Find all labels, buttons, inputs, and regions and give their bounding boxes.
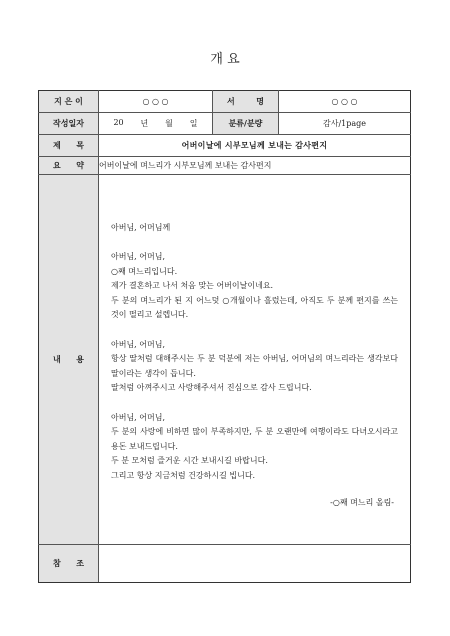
category-value: 감사/1page [279,113,411,135]
content-line: 두 분 모처럼 즐거운 시간 보내시길 바랍니다. [111,456,268,466]
date-value [99,113,213,135]
content-line: 제가 결혼하고 나서 처음 맞는 어버이날이네요. [111,281,274,291]
content-body [99,175,411,545]
date-label: 작성일자 [39,113,99,135]
subject-value: 어버이날에 시부모님께 보내는 감사편지 [99,135,411,157]
content-line: 그리고 항상 지금처럼 건강하시길 빕니다. [111,470,256,480]
content-line: 아버님, 어머님, [111,252,165,262]
category-label: 분류/분량 [213,113,279,135]
reference-value [99,545,411,583]
content-line: 아버님, 어머님, [111,339,165,349]
date-day-unit: 일 [189,119,198,128]
content-line: 항상 딸처럼 대해주시는 두 분 덕분에 저는 아버님, 어머님의 며느리라는 생각보다 딸이라는 생각이 듭니다. [111,354,401,378]
date-year-unit: 년 [140,119,149,128]
summary-label: 요 약 [39,157,99,175]
document-overview-table [38,90,411,583]
content-line [111,396,398,411]
name-label: 서 명 [213,91,279,113]
content-line: 아버님, 어머님, [111,412,165,422]
content-line: 아버님, 어머님께 [111,222,171,232]
summary-value: 어버이날에 며느리가 시부모님께 보내는 감사편지 [99,157,411,175]
page-title: 개 요 [210,52,240,67]
reference-label: 참 조 [39,545,99,583]
content-line: ○째 며느리입니다. [111,266,178,276]
date-month-unit: 월 [165,119,173,128]
author-value: ○ ○ ○ [99,91,213,113]
content-line: 두 분의 며느리가 된 지 어느덧 ○개월이나 흘렀는데, 아직도 두 분께 편지를 쓰는 것이 떨리고 설렙니다. [111,295,401,320]
content-line [111,235,398,250]
subject-label: 제 목 [39,135,99,157]
signature: -○째 며느리 올림- [330,497,394,507]
content-line [111,323,398,338]
content-label: 내 용 [39,175,99,545]
date-year: 20 [113,118,124,127]
author-label: 지 은 이 [39,91,99,113]
content-line: 두 분의 사랑에 비하면 많이 부족하지만, 두 분 오랜만에 여행이라도 다녀오시라고 용돈 보내드립니다. [111,427,401,451]
name-value: ○ ○ ○ [279,91,411,113]
content-line: 딸처럼 아껴주시고 사랑해주셔서 진심으로 감사 드립니다. [111,383,312,393]
